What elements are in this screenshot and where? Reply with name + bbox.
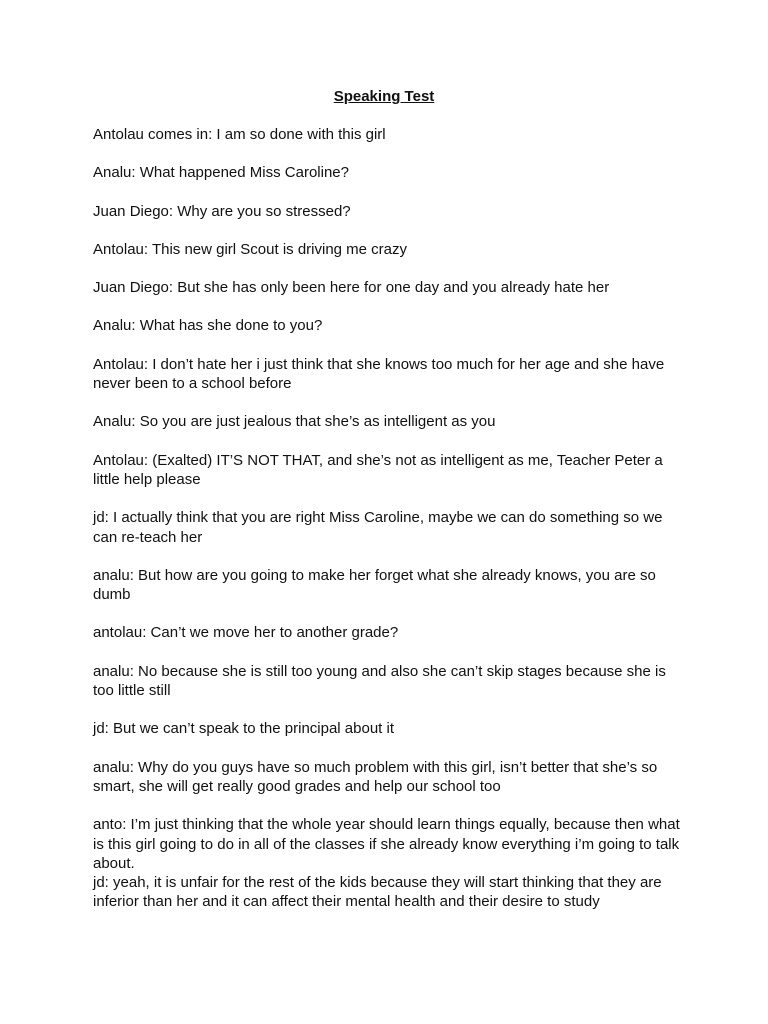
dialogue-line: Antolau: I don’t hate her i just think that she knows too much for her age and she have never been to a school before: [93, 355, 665, 393]
dialogue-line: anto: I’m just thinking that the whole year should learn things equally, because then what is this girl going to do in all of the classes if she already know everything i’m going to talk about.: [93, 816, 680, 872]
dialogue-line: analu: Why do you guys have so much problem with this girl, isn’t better that she’s so smart, she will get really good grades and help our school too: [93, 758, 658, 795]
page-title: Speaking Test: [333, 88, 435, 105]
dialogue-line: Analu: What has she done to you?: [93, 317, 323, 335]
dialogue-line: Juan Diego: But she has only been here for one day and you already hate her: [93, 279, 610, 297]
dialogue-line: Juan Diego: Why are you so stressed?: [93, 202, 351, 220]
dialogue-line: Antolau: This new girl Scout is driving me crazy: [93, 240, 408, 258]
dialogue-line: antolau: Can’t we move her to another grade?: [93, 624, 399, 642]
dialogue-line: Analu: What happened Miss Caroline?: [93, 164, 349, 182]
dialogue-line: Analu: So you are just jealous that she’s as intelligent as you: [93, 413, 496, 431]
dialogue-line: jd: I actually think that you are right Miss Caroline, maybe we can do something so we can re-teach her: [93, 509, 663, 546]
dialogue-line: Antolau comes in: I am so done with this girl: [93, 126, 386, 143]
dialogue-line: analu: No because she is still too young and also she can’t skip stages because she is too little still: [93, 662, 666, 700]
dialogue-body: [93, 125, 683, 931]
dialogue-line: analu: But how are you going to make her forget what she already knows, you are so dumb: [93, 566, 656, 604]
dialogue-line: jd: yeah, it is unfair for the rest of the kids because they will start thinking that they are inferior than her and it can affect their mental health and their desire to study: [93, 874, 662, 911]
dialogue-line: jd: But we can’t speak to the principal about it: [93, 720, 395, 738]
dialogue-line: Antolau: (Exalted) IT’S NOT THAT, and she’s not as intelligent as me, Teacher Peter a little help please: [93, 451, 663, 488]
